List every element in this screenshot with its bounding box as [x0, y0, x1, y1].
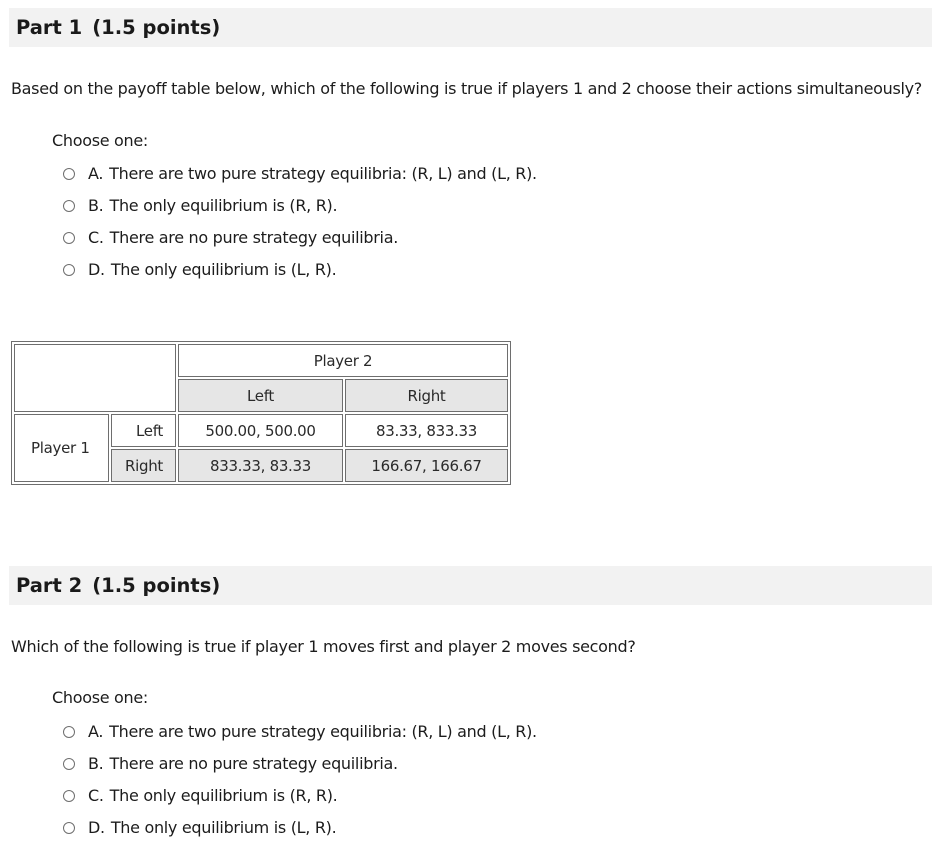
option-letter: A.	[88, 164, 104, 183]
part2-options	[63, 721, 537, 849]
player1-header: Player 1	[14, 414, 109, 482]
part2-choose-label: Choose one:	[52, 688, 149, 707]
radio-button-icon[interactable]	[63, 232, 75, 244]
radio-button-icon[interactable]	[63, 726, 75, 738]
part2-title: Part 2	[16, 574, 83, 597]
part1-header	[9, 8, 932, 47]
col-header-left: Left	[178, 379, 343, 412]
part2-points: (1.5 points)	[92, 574, 221, 597]
part2-header	[9, 566, 932, 605]
payoff-cell-right-left: 833.33, 83.33	[178, 449, 343, 482]
radio-button-icon[interactable]	[63, 264, 75, 276]
col-header-right: Right	[345, 379, 508, 412]
row-header-right: Right	[111, 449, 176, 482]
option-letter: D.	[88, 818, 105, 837]
option-text: The only equilibrium is (L, R).	[110, 260, 337, 279]
radio-button-icon[interactable]	[63, 758, 75, 770]
radio-button-icon[interactable]	[63, 790, 75, 802]
option-letter: B.	[88, 754, 104, 773]
radio-button-icon[interactable]	[63, 822, 75, 834]
part2-question: Which of the following is true if player 1 moves first and player 2 moves second?	[11, 637, 636, 656]
option-text: There are two pure strategy equilibria: (R, L) and (L, R).	[109, 722, 537, 741]
part1-question: Based on the payoff table below, which of the following is true if players 1 and 2 choose their actions simultaneously?	[11, 79, 922, 98]
radio-button-icon[interactable]	[63, 200, 75, 212]
part1-title: Part 1	[16, 16, 83, 39]
part2-option-c[interactable]	[63, 785, 537, 817]
payoff-cell-left-right: 83.33, 833.33	[345, 414, 508, 447]
table-corner-cell	[14, 344, 176, 412]
option-letter: B.	[88, 196, 104, 215]
payoff-cell-right-right: 166.67, 166.67	[345, 449, 508, 482]
part1-choose-label: Choose one:	[52, 131, 149, 150]
part2-option-a[interactable]	[63, 721, 537, 753]
payoff-table	[11, 341, 511, 485]
row-header-left: Left	[111, 414, 176, 447]
option-letter: A.	[88, 722, 104, 741]
payoff-cell-left-left: 500.00, 500.00	[178, 414, 343, 447]
part1-option-b[interactable]	[63, 195, 537, 227]
player2-header: Player 2	[178, 344, 508, 377]
option-text: The only equilibrium is (L, R).	[110, 818, 337, 837]
part1-options	[63, 163, 537, 291]
option-letter: D.	[88, 260, 105, 279]
option-text: There are two pure strategy equilibria: (R, L) and (L, R).	[109, 164, 537, 183]
part2-option-b[interactable]	[63, 753, 537, 785]
part2-option-d[interactable]	[63, 817, 537, 849]
option-text: There are no pure strategy equilibria.	[109, 228, 398, 247]
option-text: The only equilibrium is (R, R).	[109, 786, 338, 805]
option-letter: C.	[88, 228, 104, 247]
option-text: The only equilibrium is (R, R).	[109, 196, 338, 215]
option-text: There are no pure strategy equilibria.	[109, 754, 398, 773]
part1-option-a[interactable]	[63, 163, 537, 195]
option-letter: C.	[88, 786, 104, 805]
part1-option-d[interactable]	[63, 259, 537, 291]
part1-points: (1.5 points)	[92, 16, 221, 39]
part1-option-c[interactable]	[63, 227, 537, 259]
radio-button-icon[interactable]	[63, 168, 75, 180]
